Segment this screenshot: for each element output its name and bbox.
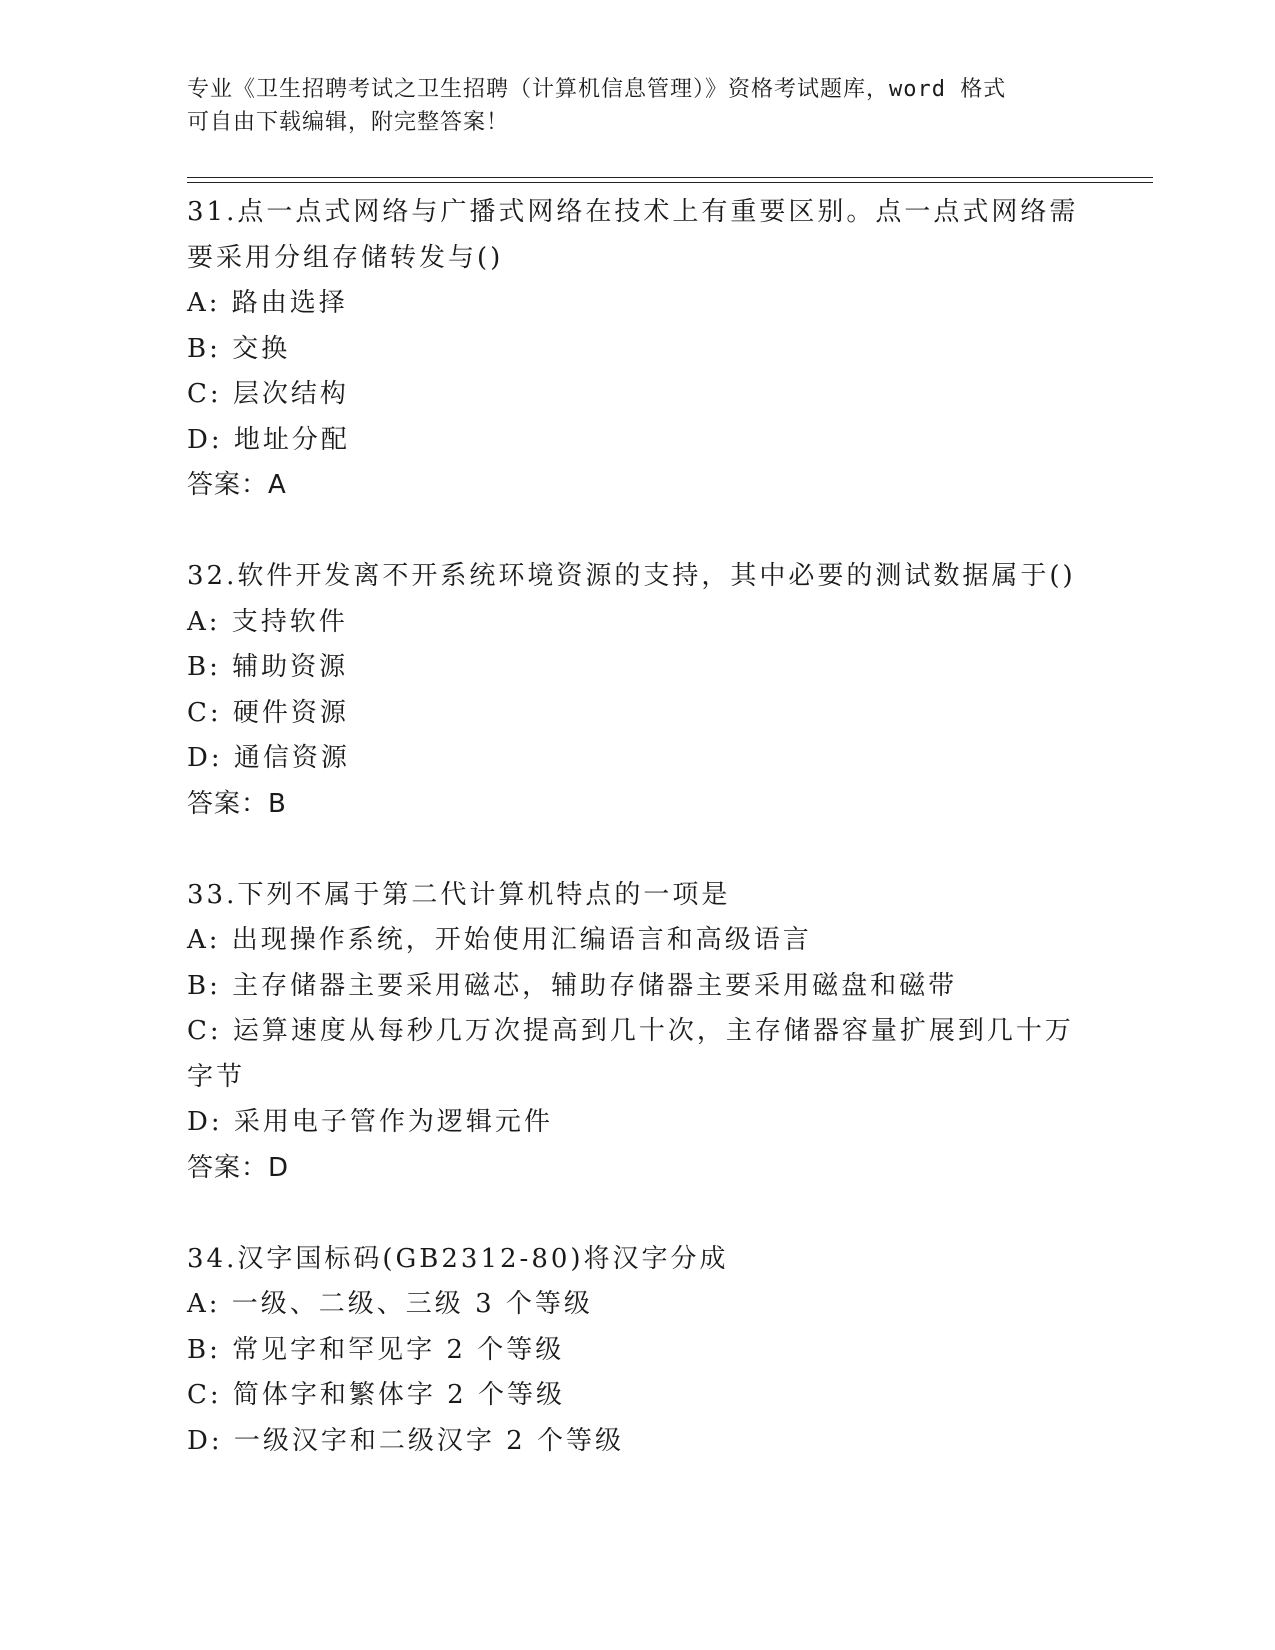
question-stem: 31.点一点式网络与广播式网络在技术上有重要区别。点一点式网络需 [187,197,1079,227]
spacer [187,509,1087,555]
header-divider-top [187,177,1153,178]
option-a: A: 路由选择 [187,288,348,318]
header-line-1: 专业《卫生招聘考试之卫生招聘（计算机信息管理）》资格考试题库，word 格式 [187,77,1007,102]
question-list [187,190,1087,1464]
option-d: D: 一级汉字和二级汉字 2 个等级 [187,1425,624,1456]
answer: 答案：D [187,1152,290,1183]
question-stem: 要采用分组存储转发与() [187,242,504,273]
question-34 [187,1237,1087,1465]
option-b: B: 交换 [187,333,291,364]
option-b: B: 主存储器主要采用磁芯，辅助存储器主要采用磁盘和磁带 [187,970,958,1001]
option-d: D: 通信资源 [187,743,350,773]
option-a: A: 一级、二级、三级 3 个等级 [187,1289,593,1319]
option-c-continued: 字节 [187,1061,246,1092]
option-a: A: 出现操作系统，开始使用汇编语言和高级语言 [187,925,812,955]
option-c: C: 运算速度从每秒几万次提高到几十次，主存储器容量扩展到几十万 [187,1016,1074,1046]
spacer [187,1191,1087,1237]
option-c: C: 层次结构 [187,379,349,409]
question-33 [187,873,1087,1192]
option-b: B: 辅助资源 [187,652,349,682]
header-divider-bottom [187,182,1153,183]
answer: 答案：B [187,788,287,819]
option-c: C: 硬件资源 [187,697,349,728]
question-stem: 32.软件开发离不开系统环境资源的支持，其中必要的测试数据属于() [187,561,1076,591]
option-c: C: 简体字和繁体字 2 个等级 [187,1380,565,1410]
header-line-2: 可自由下载编辑，附完整答案！ [187,110,510,135]
question-32 [187,554,1087,827]
option-d: D: 地址分配 [187,424,350,455]
option-a: A: 支持软件 [187,606,348,637]
question-31 [187,190,1087,509]
option-d: D: 采用电子管作为逻辑元件 [187,1107,553,1137]
question-stem: 33.下列不属于第二代计算机特点的一项是 [187,879,731,910]
option-b: B: 常见字和罕见字 2 个等级 [187,1334,565,1365]
document-header [187,73,1067,139]
question-stem: 34.汉字国标码(GB2312-80)将汉字分成 [187,1243,729,1274]
spacer [187,827,1087,873]
answer: 答案：A [187,470,287,500]
